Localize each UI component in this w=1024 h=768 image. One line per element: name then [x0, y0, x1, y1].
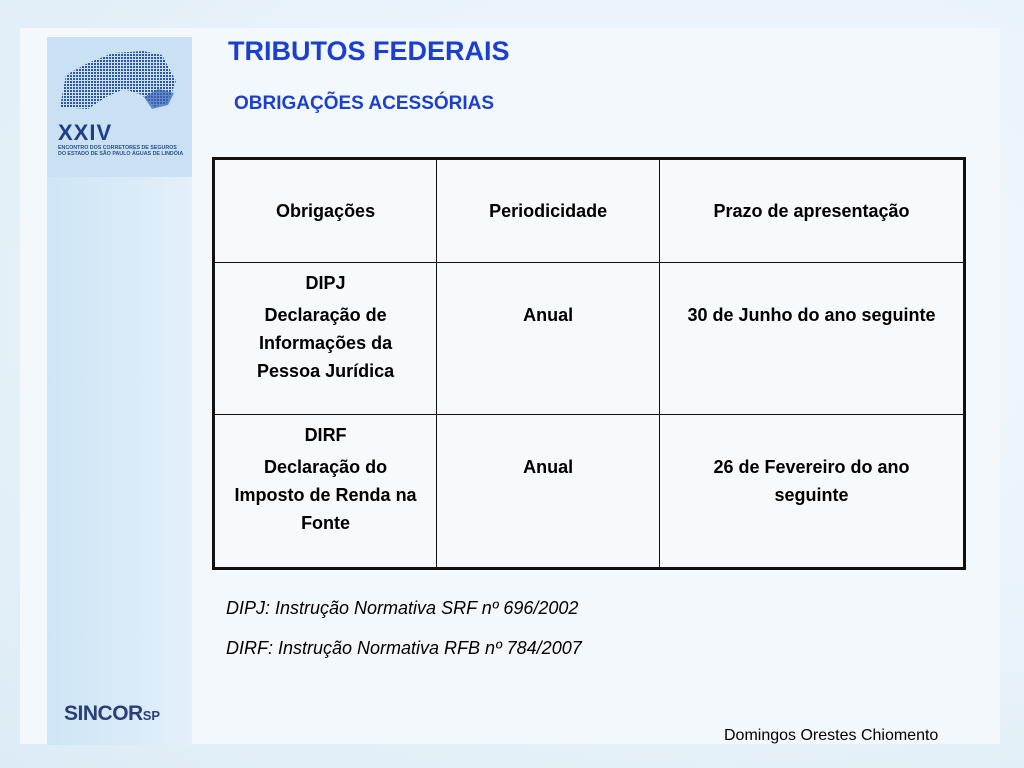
- table-row: [214, 263, 965, 415]
- author-footer: Domingos Orestes Chiomento: [724, 727, 939, 744]
- obligation-cell: [214, 263, 437, 415]
- sincor-logo-text: SINC: [64, 702, 113, 725]
- periodicity-cell: [437, 415, 660, 569]
- event-edition-label: XXIV: [58, 120, 113, 145]
- periodicity-value: Anual: [523, 305, 574, 325]
- column-header: [660, 159, 965, 263]
- sincor-logo: [64, 702, 160, 726]
- obligation-cell: [214, 415, 437, 569]
- sincor-logo-o: O: [112, 702, 129, 725]
- slide-subtitle: OBRIGAÇÕES ACESSÓRIAS: [234, 93, 495, 114]
- table-row: [214, 415, 965, 569]
- deadline-cell: [660, 415, 965, 569]
- column-header: Obrigações: [214, 159, 437, 263]
- event-logo-graphic: [58, 45, 180, 117]
- sincor-logo-suffix: SP: [142, 708, 161, 723]
- deadline-value: 30 de Junho do ano seguinte: [687, 305, 936, 325]
- deadline-value: 26 de Fevereiro do ano seguinte: [713, 457, 910, 505]
- periodicity-cell: [437, 263, 660, 415]
- deadline-cell: [660, 263, 965, 415]
- obligation-name: DIRF: [304, 425, 347, 445]
- legal-reference-note: DIRF: Instrução Normativa RFB nº 784/2007: [226, 638, 582, 658]
- column-header-label: Prazo de apresentação: [713, 201, 910, 221]
- obligation-description: Declaração de Informações da Pessoa Jurídica: [257, 305, 395, 381]
- obligation-name: DIPJ: [305, 273, 346, 293]
- table-header-row: [214, 159, 965, 263]
- legal-reference-note: DIPJ: Instrução Normativa SRF nº 696/2002: [226, 598, 579, 618]
- obligations-table: [212, 157, 966, 570]
- slide-title: TRIBUTOS FEDERAIS: [228, 36, 510, 66]
- obligation-description: Declaração do Imposto de Renda na Fonte: [234, 457, 417, 533]
- event-subtitle: ENCONTRO DOS CORRETORES DE SEGUROS DO ESTADO DE SÃO PAULO ÁGUAS DE LINDÓIA: [58, 145, 184, 157]
- periodicity-value: Anual: [523, 457, 574, 477]
- column-header: Periodicidade: [437, 159, 660, 263]
- sincor-logo-r: R: [128, 702, 143, 725]
